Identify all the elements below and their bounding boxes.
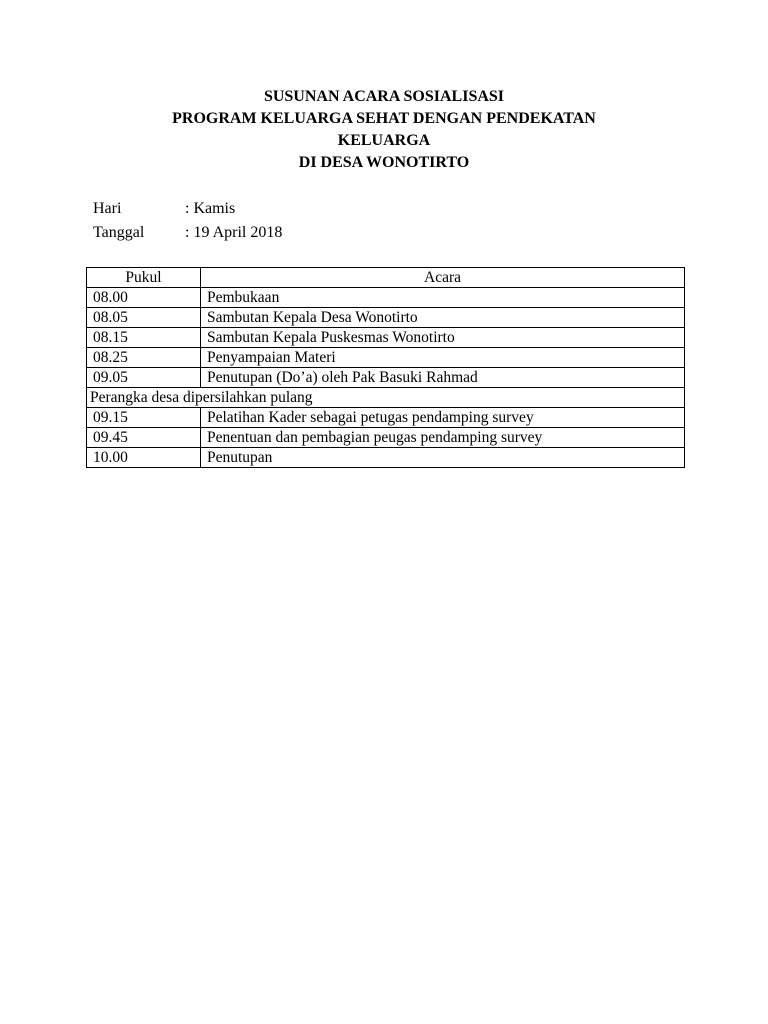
time-cell: 09.45 <box>87 428 201 448</box>
title-line-3: KELUARGA <box>337 132 431 149</box>
time-cell: 08.05 <box>87 308 201 328</box>
event-cell: Sambutan Kepala Puskesmas Wonotirto <box>201 328 685 348</box>
time-cell: 09.05 <box>87 368 201 388</box>
table-row <box>87 308 685 328</box>
header-acara: Acara <box>201 268 685 288</box>
time-cell: 09.15 <box>87 408 201 428</box>
event-cell: Pelatihan Kader sebagai petugas pendamping survey <box>201 408 685 428</box>
event-cell: Penentuan dan pembagian peugas pendamping survey <box>201 428 685 448</box>
time-cell: 08.25 <box>87 348 201 368</box>
table-note-row <box>87 388 685 408</box>
meta-tanggal <box>93 223 282 243</box>
event-cell: Pembukaan <box>201 288 685 308</box>
event-cell: Penutupan <box>201 448 685 468</box>
table-row <box>87 328 685 348</box>
time-cell: 08.15 <box>87 328 201 348</box>
hari-label: Hari <box>93 200 122 217</box>
event-cell: Penyampaian Materi <box>201 348 685 368</box>
schedule-table <box>86 267 685 468</box>
title-line-2: PROGRAM KELUARGA SEHAT DENGAN PENDEKATAN <box>172 110 596 127</box>
table-row <box>87 288 685 308</box>
title-line-1: SUSUNAN ACARA SOSIALISASI <box>263 88 505 105</box>
meta-hari <box>93 199 235 219</box>
tanggal-label: Tanggal <box>93 224 145 241</box>
table-row <box>87 408 685 428</box>
header-pukul: Pukul <box>87 268 201 288</box>
table-row <box>87 368 685 388</box>
title-line-4: DI DESA WONOTIRTO <box>298 154 470 171</box>
time-cell: 08.00 <box>87 288 201 308</box>
hari-value: : Kamis <box>185 200 236 217</box>
table-row <box>87 348 685 368</box>
time-cell: 10.00 <box>87 448 201 468</box>
table-header-row <box>87 268 685 288</box>
tanggal-value: : 19 April 2018 <box>185 224 283 241</box>
event-cell: Sambutan Kepala Desa Wonotirto <box>201 308 685 328</box>
table-row <box>87 448 685 468</box>
table-row <box>87 428 685 448</box>
event-cell: Penutupan (Do’a) oleh Pak Basuki Rahmad <box>201 368 685 388</box>
document-title <box>0 86 768 174</box>
note-cell: Perangka desa dipersilahkan pulang <box>87 388 685 408</box>
